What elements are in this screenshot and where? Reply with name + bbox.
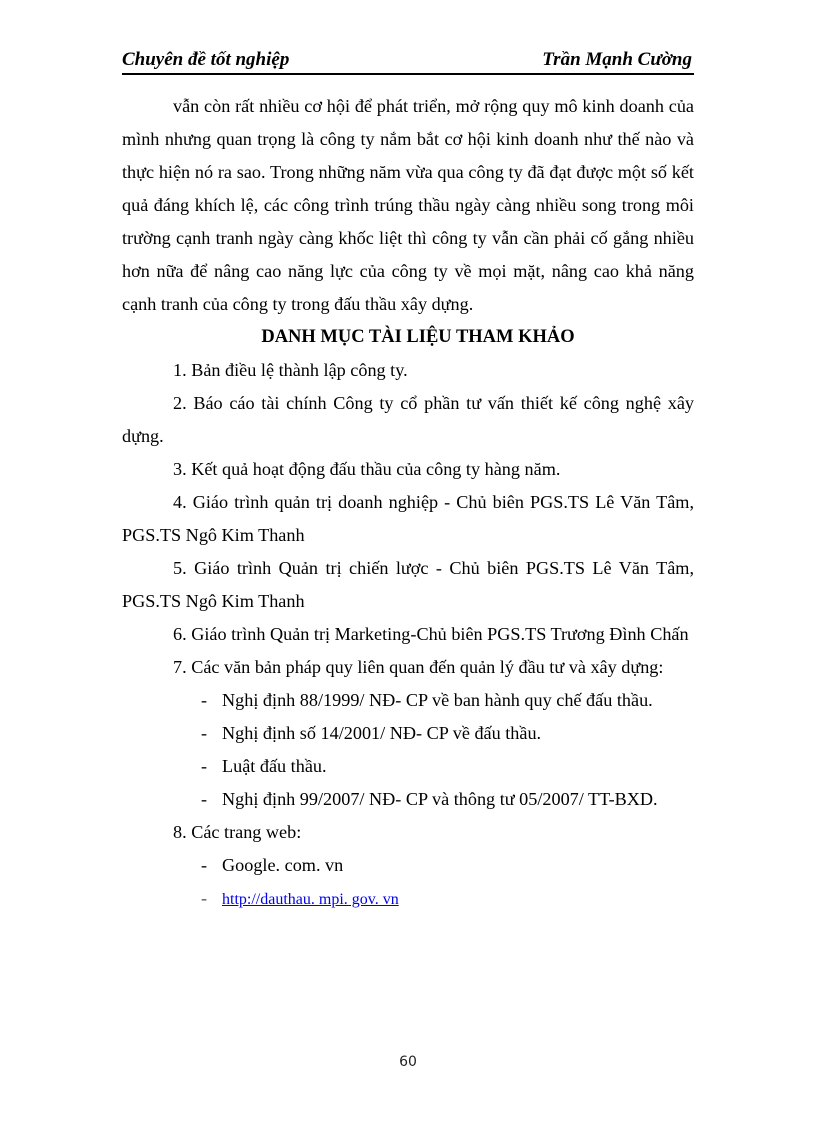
legal-doc-text: Nghị định 99/2007/ NĐ- CP và thông tư 05/2007/ TT-BXD. xyxy=(222,789,658,809)
reference-item-1: 1. Bản điều lệ thành lập công ty. xyxy=(173,360,408,380)
body-paragraph: vẫn còn rất nhiều cơ hội để phát triển, mở rộng quy mô kinh doanh của mình nhưng quan trọng là công ty nắm bắt cơ hội kinh doanh như thế nào và thực hiện nó ra sao. Trong những năm vừa qua công ty đã đạt được một số kết quả đáng khích lệ, các công trình trúng thầu ngày càng nhiều song trong môi trường cạnh tranh ngày càng khốc liệt thì công ty vẫn cần phải cố gắng nhiều hơn nữa để nâng cao năng lực của công ty về mọi mặt, nâng cao khả năng cạnh tranh của công ty trong đấu thầu xây dựng. xyxy=(122,96,694,314)
reference-item-5: 5. Giáo trình Quản trị chiến lược - Chủ biên PGS.TS Lê Văn Tâm, PGS.TS Ngô Kim Thanh xyxy=(122,558,694,611)
website-item xyxy=(122,882,694,916)
page-body xyxy=(122,90,694,916)
legal-doc-text: Nghị định số 14/2001/ NĐ- CP về đấu thầu. xyxy=(222,723,542,743)
header-author: Trần Mạnh Cường xyxy=(542,49,692,70)
dash-bullet-icon: - xyxy=(201,723,208,743)
dash-bullet-icon: - xyxy=(201,855,208,875)
header-left-title: Chuyên đề tốt nghiệp xyxy=(122,49,290,70)
dash-bullet-icon: - xyxy=(201,690,208,710)
legal-doc-text: Luật đấu thầu. xyxy=(222,756,327,776)
reference-item-2: 2. Báo cáo tài chính Công ty cổ phần tư vấn thiết kế công nghệ xây dựng. xyxy=(122,393,694,446)
reference-item-6: 6. Giáo trình Quản trị Marketing-Chủ biên PGS.TS Trương Đình Chấn xyxy=(173,624,689,644)
website-text: Google. com. vn xyxy=(222,855,344,875)
reference-item-4: 4. Giáo trình quản trị doanh nghiệp - Chủ biên PGS.TS Lê Văn Tâm, PGS.TS Ngô Kim Thanh xyxy=(122,492,694,545)
dash-bullet-icon: - xyxy=(201,789,208,809)
websites-heading: 8. Các trang web: xyxy=(173,822,302,842)
legal-doc-item xyxy=(122,783,694,816)
legal-doc-item xyxy=(122,684,694,717)
dash-bullet-icon: - xyxy=(201,756,208,776)
reference-item-7: 7. Các văn bản pháp quy liên quan đến quản lý đầu tư và xây dựng: xyxy=(173,657,664,677)
page-header xyxy=(122,47,694,75)
legal-doc-item xyxy=(122,750,694,783)
reference-item-3: 3. Kết quả hoạt động đấu thầu của công ty hàng năm. xyxy=(173,459,561,479)
dash-bullet-icon: - xyxy=(201,888,208,908)
legal-doc-text: Nghị định 88/1999/ NĐ- CP về ban hành quy chế đấu thầu. xyxy=(222,690,653,710)
legal-doc-item xyxy=(122,717,694,750)
website-item xyxy=(122,849,694,882)
website-link[interactable]: http://dauthau. mpi. gov. vn xyxy=(222,891,399,908)
references-title: DANH MỤC TÀI LIỆU THAM KHẢO xyxy=(261,327,575,347)
page-number: 60 xyxy=(399,1054,417,1070)
